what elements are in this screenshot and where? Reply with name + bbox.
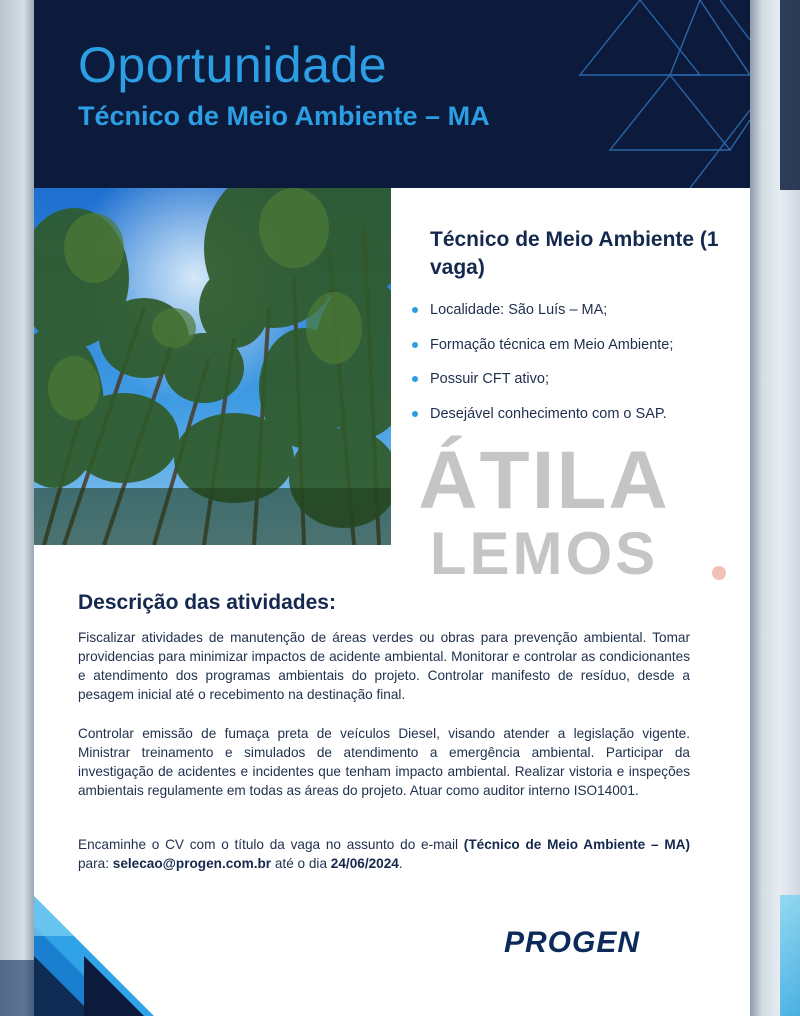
description-paragraph-1: Fiscalizar atividades de manutenção de áreas verdes ou obras para prevenção ambiental. Tomar providencias para minimizar impactos de acidente ambiental. Monitorar e controlar as condicionantes e atendimento dos programas ambientais do projeto. Controlar manifesto de resíduo, desde a pesagem inicial até o recebimento na destinação final. (78, 630, 690, 702)
watermark (334, 435, 750, 587)
bullet-icon (412, 342, 418, 348)
watermark-line-2: LEMOS (429, 520, 659, 587)
list-item: Formação técnica em Meio Ambiente; (412, 335, 742, 355)
poster-header (34, 0, 750, 188)
watermark-dot (712, 566, 726, 580)
deadline-date: 24/06/2024 (330, 856, 399, 871)
bullet-icon (412, 376, 418, 382)
bullet-icon (412, 411, 418, 417)
job-title: Técnico de Meio Ambiente (1 vaga) (430, 228, 719, 279)
background-left-edge (0, 0, 34, 1016)
job-poster (34, 0, 750, 1016)
page-subtitle: Técnico de Meio Ambiente – MA (78, 101, 490, 131)
list-item: Localidade: São Luís – MA; (412, 300, 742, 320)
email-subject: (Técnico de Meio Ambiente – MA) (463, 837, 690, 852)
page-title: Oportunidade (78, 37, 388, 93)
watermark-line-1: ÁTILA (418, 435, 670, 526)
bullet-icon (412, 307, 418, 313)
contact-email: selecao@progen.com.br (112, 856, 272, 871)
list-item: Possuir CFT ativo; (412, 369, 742, 389)
corner-triangle-decoration (34, 896, 194, 1016)
application-instructions: Encaminhe o CV com o título da vaga no assunto do e-mail (Técnico de Meio Ambiente – MA) para: selecao@progen.com.br até o dia 24/06/2024. (78, 837, 690, 871)
background-right-edge (750, 0, 800, 1016)
list-item: Desejável conhecimento com o SAP. (412, 404, 742, 424)
triangle-pattern-decoration (570, 0, 750, 188)
progen-logo: PROGEN (504, 926, 641, 959)
requirements-list (412, 300, 742, 438)
description-paragraph-2: Controlar emissão de fumaça preta de veículos Diesel, visando atender a legislação vigente. Ministrar treinamento e simulados de atendimento a emergência ambiental. Participar da investigação de acidentes e incidentes que tenham impacto ambiental. Realizar vistoria e inspeções ambientais regulamente em todas as áreas do projeto. Atuar como auditor interno ISO14001. (78, 726, 690, 798)
section-title: Descrição das atividades: (78, 591, 336, 614)
